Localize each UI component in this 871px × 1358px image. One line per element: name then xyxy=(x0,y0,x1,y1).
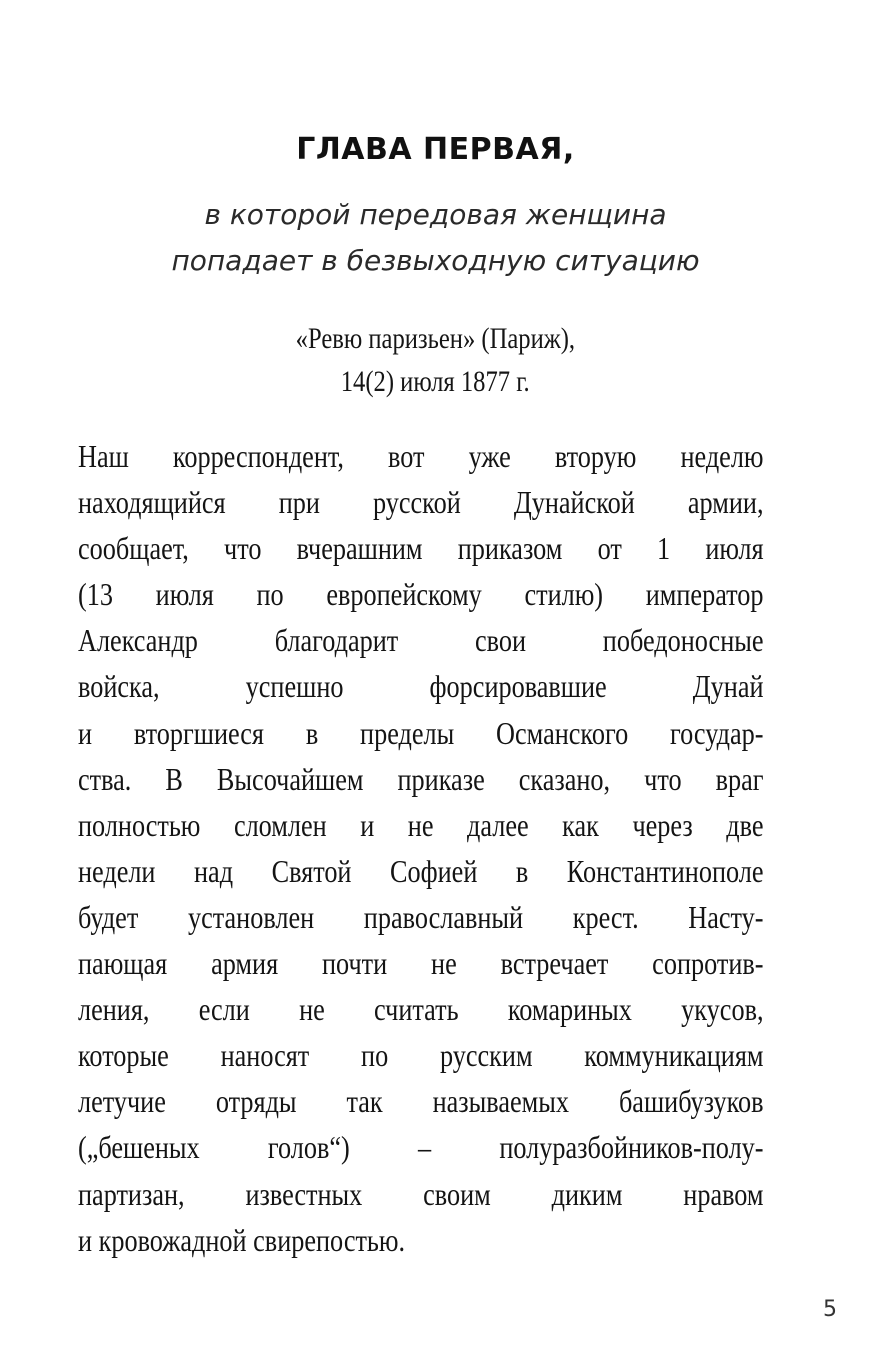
text-line: (13 июля по европейскому стилю) император xyxy=(78,576,764,613)
chapter-subtitle-line: попадает в безвыходную ситуацию xyxy=(171,244,700,277)
text-line: сообщает, что вчерашним приказом от 1 июля xyxy=(78,530,764,567)
text-line: и кровожадной свирепостью. xyxy=(78,1221,406,1258)
body-paragraph xyxy=(78,433,764,1263)
text-line: партизан, известных своим диким нравом xyxy=(78,1175,764,1212)
chapter-title: ГЛАВА ПЕРВАЯ, xyxy=(296,132,575,167)
source-heading-line xyxy=(0,322,871,356)
text-line: Александр благодарит свои победоносные xyxy=(78,622,764,659)
text-line: будет установлен православный крест. Насту- xyxy=(78,898,764,935)
text-line: и вторгшиеся в пределы Османского государ- xyxy=(78,714,764,751)
text-line: находящийся при русской Дунайской армии, xyxy=(78,484,764,521)
text-line: недели над Святой Софией в Константинополе xyxy=(78,852,764,889)
text-line: Наш корреспондент, вот уже вторую неделю xyxy=(78,438,764,474)
source-heading-line xyxy=(0,365,871,399)
text-line: ства. В Высочайшем приказе сказано, что враг xyxy=(78,760,764,797)
text-line: („бешеных голов“) – полуразбойников-полу- xyxy=(78,1129,764,1166)
text-line: войска, успешно форсировавшие Дунай xyxy=(78,668,764,705)
page-number: 5 xyxy=(823,1297,837,1322)
chapter-subtitle-line: в которой передовая женщина xyxy=(204,198,667,231)
source-date: 14(2) июля 1877 г. xyxy=(341,365,530,398)
text-line: летучие отряды так называемых башибузуков xyxy=(78,1083,764,1120)
text-line: пающая армия почти не встречает сопротив- xyxy=(78,945,764,982)
text-line: которые наносят по русским коммуникациям xyxy=(78,1037,764,1074)
source-publication: «Ревю паризьен» (Париж), xyxy=(295,322,576,355)
text-line: ления, если не считать комариных укусов, xyxy=(78,991,764,1028)
text-line: полностью сломлен и не далее как через две xyxy=(78,806,764,843)
